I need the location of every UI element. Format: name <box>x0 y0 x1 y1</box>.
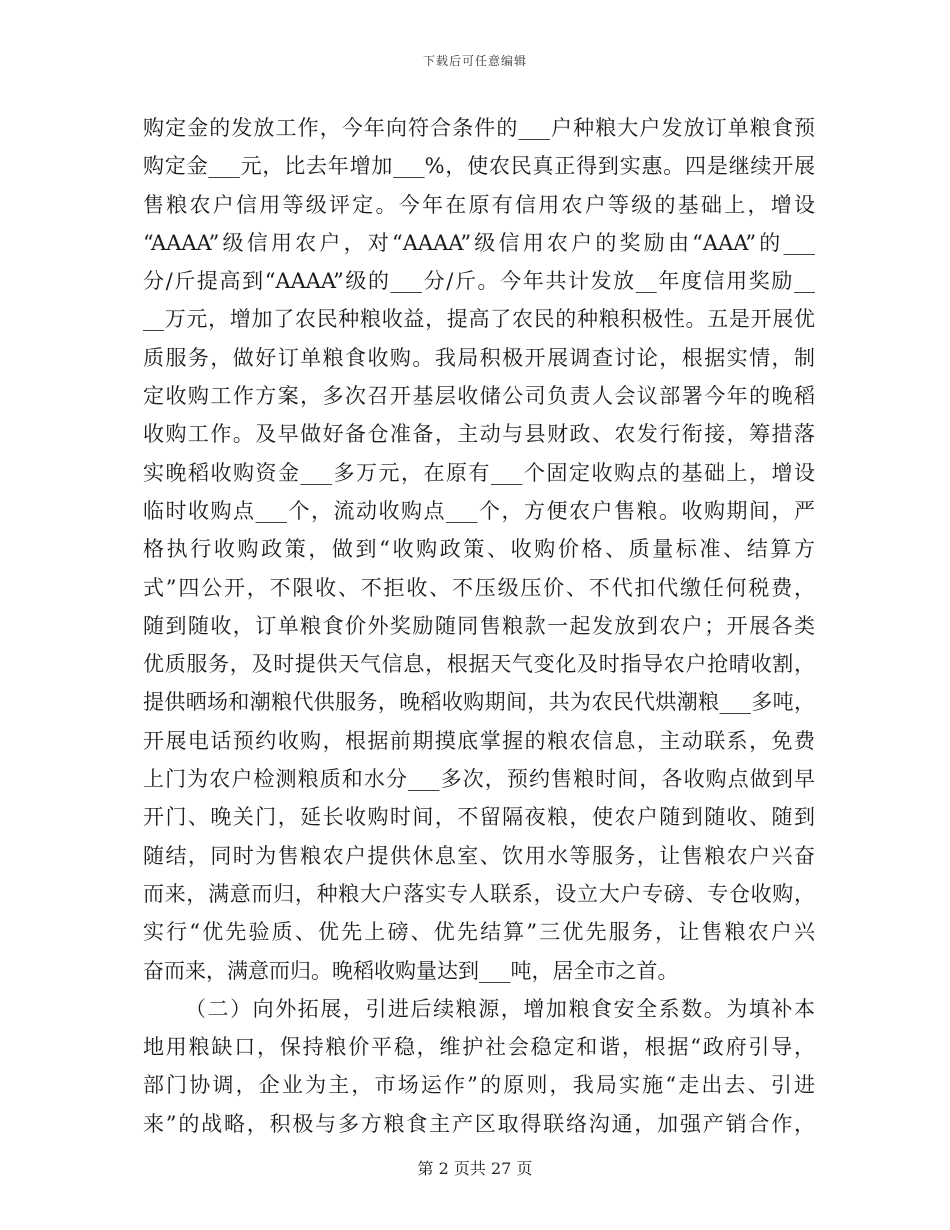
body-line: 售粮农户信用等级评定。今年在原有信用农户等级的基础上，增设 <box>143 192 815 217</box>
body-line: 而来，满意而归，种粮大户落实专人联系，设立大户专磅、专仓收购， <box>143 881 815 906</box>
section-heading-line: （二）向外拓展，引进后续粮源，增加粮食安全系数。为填补本 <box>185 996 815 1021</box>
body-line: 临时收购点___个，流动收购点___个，方便农户售粮。收购期间，严 <box>143 498 815 523</box>
body-line: 分/斤提高到“AAAA”级的___分/斤。今年共计发放__年度信用奖励__ <box>143 269 815 294</box>
body-line: 随结，同时为售粮农户提供休息室、饮用水等服务，让售粮农户兴奋 <box>143 843 815 868</box>
body-line: 开展电话预约收购，根据前期摸底掌握的粮农信息，主动联系，免费 <box>143 728 815 753</box>
body-line: 地用粮缺口，保持粮价平稳，维护社会稳定和谐，根据“政府引导， <box>143 1035 815 1060</box>
body-line: 奋而来，满意而归。晚稻收购量达到___吨，居全市之首。 <box>143 958 679 983</box>
body-line: 购定金___元，比去年增加___%，使农民真正得到实惠。四是继续开展 <box>143 154 815 179</box>
body-line: 实行“优先验质、优先上磅、优先结算”三优先服务，让售粮农户兴 <box>143 920 815 945</box>
body-line: 来”的战略，积极与多方粮食主产区取得联络沟通，加强产销合作， <box>143 1111 815 1136</box>
page-header: 下载后可任意编辑 <box>422 54 527 68</box>
body-line: 格执行收购政策，做到“收购政策、收购价格、质量标准、结算方 <box>143 537 815 562</box>
body-line: 提供晒场和潮粮代供服务，晚稻收购期间，共为农民代烘潮粮___多吨， <box>143 690 815 715</box>
body-line: 收购工作。及早做好备仓准备，主动与县财政、农发行衔接，筹措落 <box>143 422 815 447</box>
body-line: 上门为农户检测粮质和水分___多次，预约售粮时间，各收购点做到早 <box>143 767 815 792</box>
body-line: 开门、晚关门，延长收购时间，不留隔夜粮，使农户随到随收、随到 <box>143 805 815 830</box>
body-line: 购定金的发放工作，今年向符合条件的___户种粮大户发放订单粮食预 <box>143 116 815 140</box>
page-number-footer: 第 2 页共 27 页 <box>417 1159 533 1178</box>
body-line: 部门协调，企业为主，市场运作”的原则，我局实施“走出去、引进 <box>143 1073 815 1098</box>
body-line: 实晚稻收购资金___多万元，在原有___个固定收购点的基础上，增设 <box>143 460 815 485</box>
body-line: __万元，增加了农民种粮收益，提高了农民的种粮积极性。五是开展优 <box>143 307 815 332</box>
body-line: “AAAA”级信用农户，对“AAAA”级信用农户的奖励由“AAA”的___ <box>143 230 815 255</box>
body-line: 优质服务，及时提供天气信息，根据天气变化及时指导农户抢晴收割， <box>143 652 815 677</box>
body-line: 质服务，做好订单粮食收购。我局积极开展调查讨论，根据实情，制 <box>143 345 815 370</box>
body-line: 随到随收，订单粮食价外奖励随同售粮款一起发放到农户；开展各类 <box>143 613 815 638</box>
body-line: 式”四公开，不限收、不拒收、不压级压价、不代扣代缴任何税费， <box>143 575 815 600</box>
document-body <box>143 109 815 1143</box>
body-line: 定收购工作方案，多次召开基层收储公司负责人会议部署今年的晚稻 <box>143 384 815 409</box>
